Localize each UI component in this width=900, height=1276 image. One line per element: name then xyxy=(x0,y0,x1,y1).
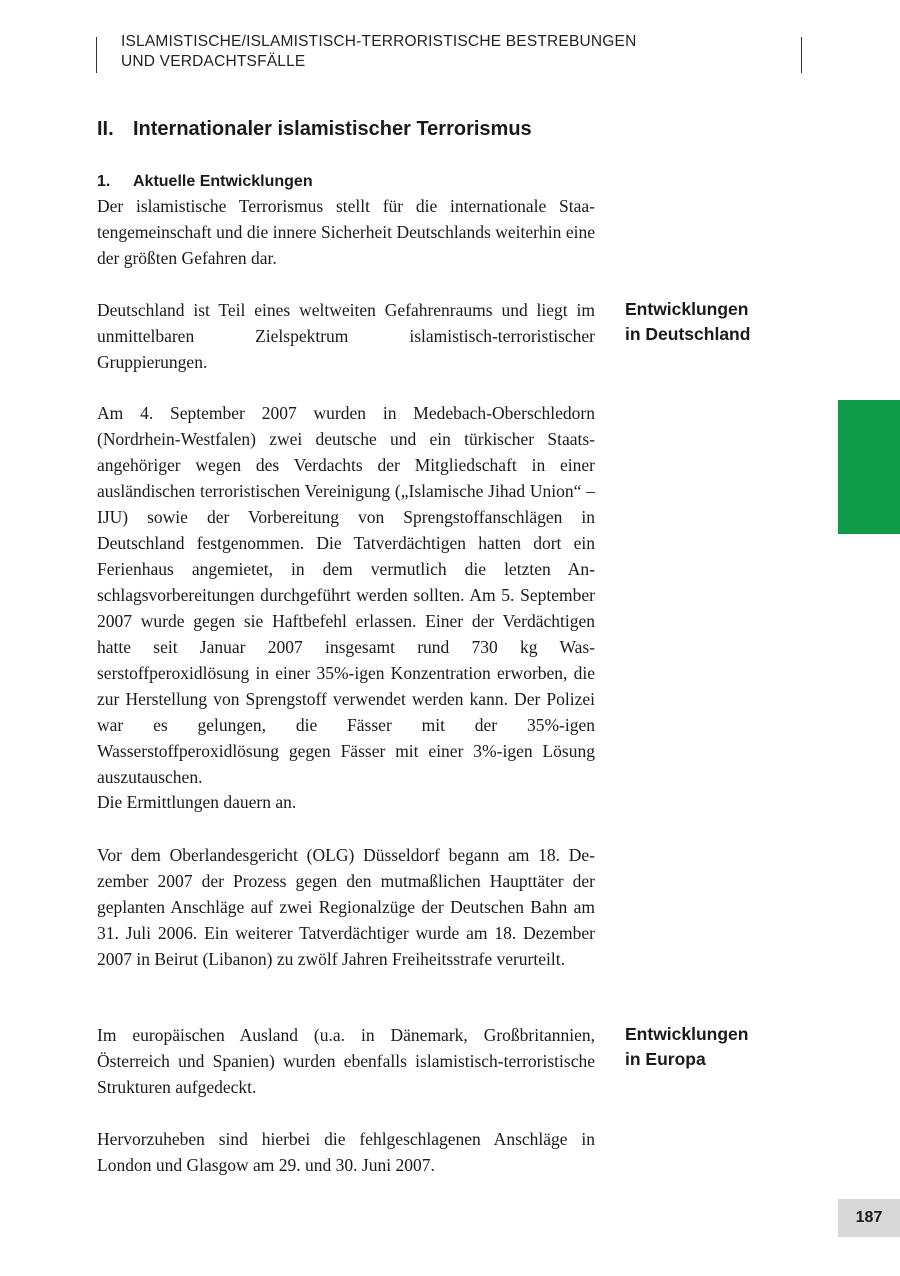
paragraph-investigation: Die Ermittlungen dauern an. xyxy=(97,792,297,812)
header-rule-right xyxy=(801,37,802,73)
subsection-title xyxy=(97,171,597,193)
paragraph-olg-duesseldorf: Vor dem Oberlandesgericht (OLG) Düsseldorf begann am 18. Dezember 2007 der Prozess gegen den mutmaßlichen Haupttäter der geplanten Anschläge auf zwei Regionalzüge der Deutschen Bahn am 31. Juli 2006. Ein weiterer Tatverdächtiger wurde am 18. Dezember 2007 in Beirut (Libanon) zu zwölf Jahren Freiheitsstrafe verurteilt. xyxy=(97,845,595,969)
margin-note-germany-line-1: Entwicklungen xyxy=(625,299,749,319)
section-number: II. xyxy=(97,118,114,140)
paragraph-medebach: Am 4. September 2007 wurden in Medebach-Oberschledorn (Nordrhein-Westfalen) zwei deutsche und ein türkischer Staatsangehöriger wegen des Verdachts der Mitgliedschaft in einer ausländischen terroristischen Vereinigung („Islamische Jihad Union“ – IJU) sowie der Vorbereitung von Sprengstoffanschlägen in Deutschland festgenommen. Die Tatverdächtigen hatten dort ein Ferienhaus angemietet, in dem vermutlich die letzten Anschlagsvorbereitungen durchgeführt werden sollten. Am 5. September 2007 wurde gegen sie Haftbefehl erlassen. Einer der Verdächtigen hatte seit Januar 2007 insgesamt rund 730 kg Wasserstoffperoxidlösung in einer 35%-igen Konzentration erworben, die zur Herstellung von Sprengstoff verwendet werden kann. Der Polizei war es gelungen, die Fässer mit der 35%-igen Wasserstoffperoxidlösung gegen Fässer mit einer 3%-igen Lösung auszutauschen. xyxy=(97,403,595,787)
margin-note-europe-line-1: Entwicklungen xyxy=(625,1024,749,1044)
section-title-text: Internationaler islamistischer Terrorismus xyxy=(133,118,532,140)
subsection-number: 1. xyxy=(97,173,111,190)
running-header xyxy=(121,32,781,72)
subsection-title-text: Aktuelle Entwicklungen xyxy=(133,173,313,190)
paragraph-europe: Im europäischen Ausland (u.a. in Dänemark, Großbritannien, Österreich und Spanien) wurden ebenfalls islamistisch-terroristische Strukturen aufgedeckt. xyxy=(97,1025,595,1097)
header-rule-left xyxy=(96,37,97,73)
running-header-line-1: ISLAMISTISCHE/ISLAMISTISCH-TERRORISTISCHE BESTREBUNGEN xyxy=(121,33,637,50)
margin-note-europe xyxy=(625,1022,825,1072)
paragraph-london-glasgow: Hervorzuheben sind hierbei die fehlgeschlagenen Anschläge in London und Glasgow am 29. und 30. Juni 2007. xyxy=(97,1129,595,1175)
margin-note-germany-line-2: in Deutschland xyxy=(625,324,751,344)
paragraph-intro: Der islamistische Terrorismus stellt für die internationale Staatengemeinschaft und die innere Sicherheit Deutschlands weiterhin eine der größten Gefahren dar. xyxy=(97,196,595,268)
margin-note-germany xyxy=(625,297,825,347)
running-header-line-2: UND VERDACHTSFÄLLE xyxy=(121,53,306,70)
section-title xyxy=(97,116,697,142)
margin-note-europe-line-2: in Europa xyxy=(625,1049,706,1069)
page-number: 187 xyxy=(838,1199,900,1237)
chapter-tab-marker xyxy=(838,400,900,534)
paragraph-germany: Deutschland ist Teil eines weltweiten Gefahrenraums und liegt im unmittelbaren Zielspektrum islamistisch-terroristischer Gruppierungen. xyxy=(97,300,595,372)
